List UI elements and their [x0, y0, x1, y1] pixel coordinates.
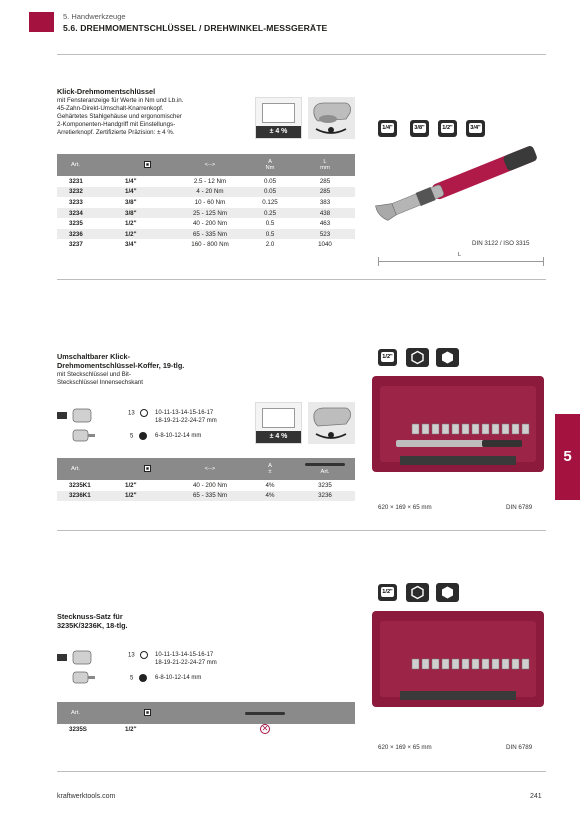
legend-row: 5 6-8-10-12-14 mm — [130, 675, 202, 682]
ratchet-head-photo — [308, 402, 355, 444]
hex-socket-icon — [140, 409, 148, 417]
table-row: 3231 1/4" 2.5 - 12 Nm 0.05 285 — [57, 176, 355, 187]
tool-case-photo — [372, 376, 544, 472]
socket-illustrations — [57, 406, 137, 446]
square-drive-icon — [144, 465, 151, 472]
section1-title: Klick-Drehmomentschlüssel — [57, 87, 156, 96]
drive-badge-3-8: 3/8" — [410, 120, 429, 137]
chapter-tab: 5 — [555, 414, 580, 500]
divider — [57, 771, 546, 772]
legend-row: 13 10-11-13-14-15-16-17 18-19-21-22-24-27 mm — [128, 652, 217, 666]
divider — [57, 54, 546, 55]
not-included-icon: ✕ — [261, 724, 269, 734]
section2-description: mit Steckschlüssel und Bit- Steckschlüssel Innensechskant — [57, 371, 143, 386]
square-drive-icon — [144, 709, 151, 716]
case-dimensions: 620 × 169 × 65 mm — [378, 744, 432, 751]
socket-set-table: Art. 3235S 1/2" ✕ — [57, 702, 355, 735]
drive-badge-1-2: 1/2" — [378, 584, 397, 601]
table-row: 3235K1 1/2" 40 - 200 Nm 4% 3235 — [57, 480, 355, 491]
table-row: 3236 1/2" 65 - 335 Nm 0.5 523 — [57, 229, 355, 240]
square-drive-icon — [144, 161, 151, 168]
brand-bar — [29, 12, 54, 32]
legend-row: 5 6-8-10-12-14 mm — [130, 433, 202, 440]
case-dimensions: 620 × 169 × 65 mm — [378, 504, 432, 511]
ratchet-head-photo — [308, 97, 355, 139]
torque-wrench-photo — [372, 130, 548, 240]
page-number: 241 — [530, 793, 542, 800]
divider — [57, 279, 546, 280]
hex-socket-icon — [140, 651, 148, 659]
table-row: 3232 1/4" 4 - 20 Nm 0.05 285 — [57, 187, 355, 198]
socket-set-case-photo — [372, 611, 544, 707]
table-row: 3235S 1/2" ✕ — [57, 724, 355, 735]
drive-badge-1-4: 1/4" — [378, 120, 397, 137]
torque-wrench-table: Art. <--> A Nm L mm 3231 1/4" 2.5 - 12 Nm 0.05 285 3232 1/4" 4 - 20 Nm 0.05 285 3233 3/8" 10 - 60 Nm 0.125 383 3234 3/8" 25 - 125 Nm 0.25 438 3235 1/2" 40 - 200 Nm 0.5 463 3236 1/2" 65 - 335 Nm 0.5 523 3237 3/4" 160 - 800 Nm 2.0 1040 — [57, 154, 355, 251]
length-dimension: L — [378, 255, 544, 267]
din-norm: DIN 3122 / ISO 3315 — [472, 240, 530, 247]
chapter-subtitle: 5. Handwerkzeuge — [63, 12, 126, 21]
page-title: 5.6. DREHMOMENTSCHLÜSSEL / DREHWINKEL-MESSGERÄTE — [63, 23, 328, 33]
drive-badge-3-4: 3/4" — [466, 120, 485, 137]
socket-type-icons — [406, 348, 462, 368]
case-table: Art. <--> A ± Art. 3235K1 1/2" 40 - 200 Nm 4% 3235 3236K1 1/2" 65 - 335 Nm 4% 3236 — [57, 458, 355, 502]
bit-socket-icon — [139, 432, 147, 440]
section1-description: mit Fensteranzeige für Werte in Nm und Lb.in. 45-Zahn-Direkt-Umschalt-Knarrenkopf. Gehärtetes Stahlgehäuse und ergonomischer 2-Komponenten-Handgriff mit Einstellungs- Arretierknopf. Zertifizierte Präzision: ± 4 %. — [57, 97, 184, 136]
socket-type-icons — [406, 583, 462, 603]
table-row: 3237 3/4" 160 - 800 Nm 2.0 1040 — [57, 240, 355, 251]
scale-window-photo: ± 4 % — [255, 97, 302, 139]
socket-illustrations — [57, 648, 137, 688]
drive-badge-1-2: 1/2" — [378, 349, 397, 366]
table-row: 3233 3/8" 10 - 60 Nm 0.125 383 — [57, 197, 355, 208]
wrench-icon — [305, 463, 345, 466]
table-row: 3236K1 1/2" 65 - 335 Nm 4% 3236 — [57, 491, 355, 502]
table-row: 3235 1/2" 40 - 200 Nm 0.5 463 — [57, 218, 355, 229]
din-norm: DIN 6789 — [506, 744, 533, 751]
footer-website[interactable]: kraftwerktools.com — [57, 793, 116, 800]
drive-badge-1-2: 1/2" — [438, 120, 457, 137]
din-norm: DIN 6789 — [506, 504, 533, 511]
table-row: 3234 3/8" 25 - 125 Nm 0.25 438 — [57, 208, 355, 219]
legend-row: 13 10-11-13-14-15-16-17 18-19-21-22-24-27 mm — [128, 410, 217, 424]
wrench-icon — [245, 712, 285, 715]
scale-window-photo: ± 4 % — [255, 402, 302, 444]
bit-socket-icon — [139, 674, 147, 682]
divider — [57, 530, 546, 531]
section2-title: Umschaltbarer Klick- Drehmomentschlüssel-Koffer, 19-tlg. — [57, 352, 185, 370]
section3-title: Stecknuss-Satz für 3235K/3236K, 18-tlg. — [57, 612, 128, 630]
